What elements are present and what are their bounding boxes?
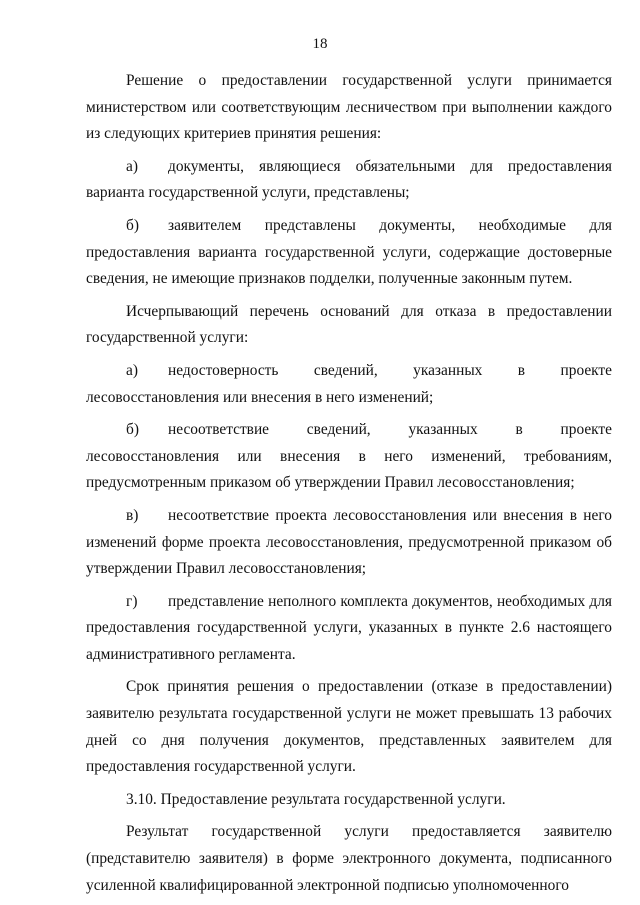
section-heading-3-10: 3.10. Предоставление результата государственной услуги.	[126, 790, 506, 808]
list-marker: а)	[126, 157, 138, 175]
list-item-text: несоответствие проекта лесовосстановления или внесения в него изменений форме проекта лесовосстановления, предусмотренной приказом об утверждении Правил лесовосстановления;	[86, 506, 612, 578]
list-marker: а)	[126, 361, 138, 379]
list-item-text: документы, являющиеся обязательными для предоставления варианта государственной услуги, представлены;	[86, 157, 612, 202]
paragraph-refusal-grounds: Исчерпывающий перечень оснований для отказа в предоставлении государственной услуги:	[86, 302, 612, 347]
list-marker: г)	[126, 592, 138, 610]
list-item-text: заявителем представлены документы, необходимые для предоставления варианта государственной услуги, содержащие достоверные сведения, не имеющие признаков подделки, полученные законным путем.	[86, 216, 612, 288]
list-item-refusal-a	[86, 358, 612, 411]
paragraph-decision-criteria: Решение о предоставлении государственной услуги принимается министерством или соответствующим лесничеством при выполнении каждого из следующих критериев принятия решения:	[86, 72, 612, 143]
list-item-text: несоответствие сведений, указанных в проекте лесовосстановления или внесения в него изменений, требованиям, предусмотренным приказом об утверждении Правил лесовосстановления;	[86, 421, 612, 492]
page-number: 18	[312, 36, 328, 52]
list-marker: б)	[126, 216, 139, 234]
paragraph-result-delivery: Результат государственной услуги предоставляется заявителю (представителю заявителя) в форме электронного документа, подписанного усиленной квалифицированной электронной подписью уполномоченного	[86, 823, 612, 894]
document-body	[86, 68, 612, 905]
list-item-text: представление неполного комплекта документов, необходимых для предоставления государственной услуги, указанных в пункте 2.6 настоящего административного регламента.	[86, 592, 612, 663]
list-marker: в)	[126, 506, 139, 524]
list-item-text: недостоверность сведений, указанных в проекте лесовосстановления или внесения в него изменений;	[86, 361, 612, 406]
list-item-refusal-b	[86, 417, 612, 497]
paragraph-decision-term: Срок принятия решения о предоставлении (отказе в предоставлении) заявителю результата государственной услуги не может превышать 13 рабочих дней со дня получения документов, представленных заявителем для предоставления государственной услуги.	[86, 678, 612, 776]
list-item-refusal-v	[86, 503, 612, 583]
list-marker: б)	[126, 421, 139, 439]
list-item-criteria-a	[86, 154, 612, 207]
list-item-refusal-g	[86, 589, 612, 669]
list-item-criteria-b	[86, 213, 612, 293]
